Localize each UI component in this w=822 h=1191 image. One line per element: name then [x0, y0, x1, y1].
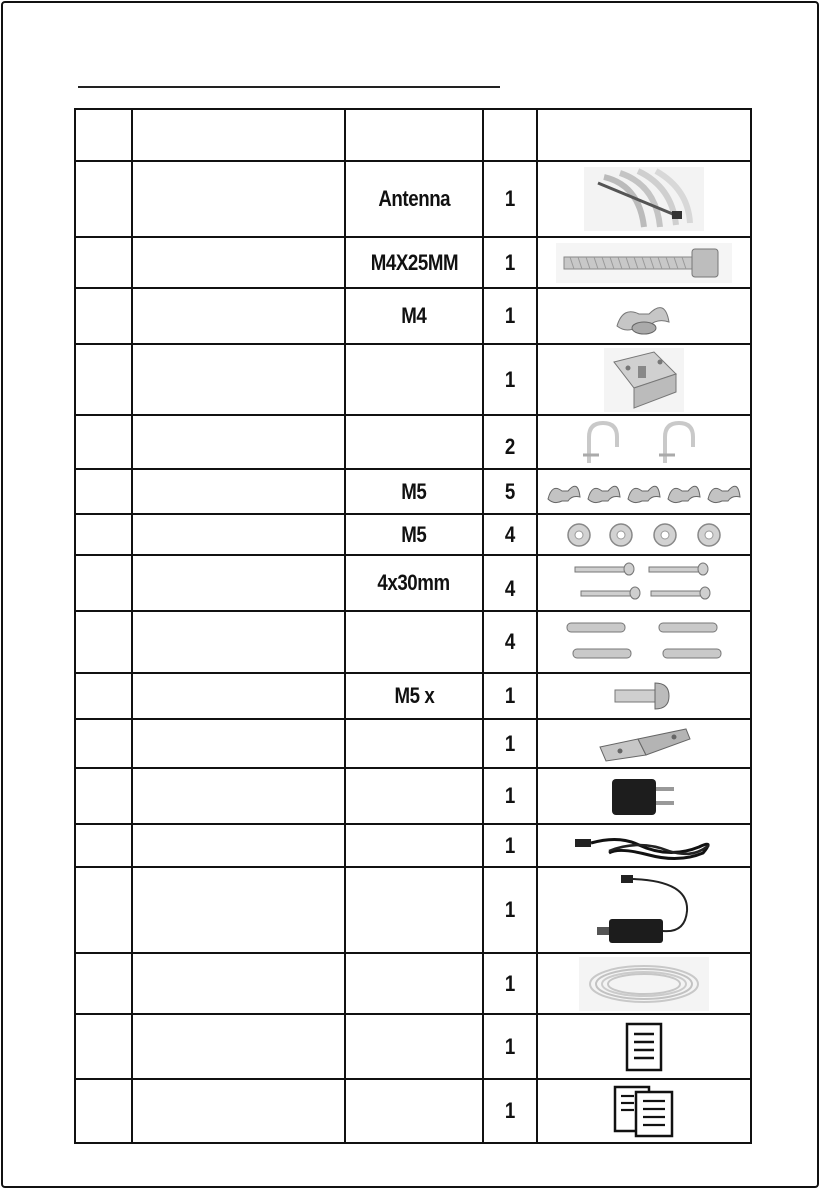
table-row — [75, 237, 751, 288]
table-row — [75, 288, 751, 344]
header-cell — [75, 109, 132, 161]
header-cell — [132, 109, 345, 161]
antenna-icon — [584, 167, 704, 231]
part-qty: 1 — [504, 897, 516, 922]
parts-table — [74, 108, 752, 1144]
table-row — [75, 469, 751, 514]
title-underline — [78, 86, 500, 88]
part-spec: M4X25MM — [370, 249, 458, 275]
coaxial-cable-icon — [579, 957, 709, 1011]
angle-bracket-icon — [594, 725, 694, 763]
part-spec: M4 — [401, 303, 427, 328]
part-qty: 1 — [504, 730, 516, 756]
screws-icon — [569, 559, 719, 607]
part-qty: 1 — [504, 1098, 516, 1123]
documents-icon — [612, 1084, 676, 1138]
table-row — [75, 719, 751, 768]
wall-anchors-icon — [559, 615, 729, 669]
table-row — [75, 611, 751, 673]
table-header-row — [75, 109, 751, 161]
part-qty: 1 — [504, 683, 516, 708]
wing-nuts-icon — [544, 475, 744, 509]
part-qty: 1 — [504, 186, 516, 211]
table-row — [75, 514, 751, 555]
header-cell — [483, 109, 537, 161]
part-spec: M5 — [401, 478, 427, 504]
part-spec: M5 — [401, 521, 427, 547]
table-row — [75, 344, 751, 415]
power-adapter-icon — [604, 773, 684, 819]
part-qty: 4 — [504, 576, 516, 601]
mounting-bracket-icon — [604, 348, 684, 412]
part-qty: 1 — [504, 783, 516, 808]
table-row — [75, 824, 751, 867]
part-qty: 1 — [504, 832, 516, 858]
table-row — [75, 867, 751, 953]
manual-icon — [624, 1021, 664, 1073]
part-qty: 2 — [504, 434, 516, 459]
header-cell — [537, 109, 751, 161]
part-qty: 1 — [504, 249, 516, 275]
part-qty: 1 — [504, 970, 516, 996]
table-row — [75, 768, 751, 824]
table-row — [75, 415, 751, 469]
signal-amplifier-icon — [589, 871, 699, 949]
washers-icon — [559, 520, 729, 550]
part-qty: 1 — [504, 1033, 516, 1059]
part-spec: 4x30mm — [377, 570, 451, 595]
part-spec: Antenna — [378, 186, 450, 211]
part-qty: 1 — [504, 303, 516, 328]
usb-cable-icon — [569, 829, 719, 863]
wing-nut-icon — [609, 292, 679, 340]
header-cell — [345, 109, 483, 161]
table-row — [75, 555, 751, 611]
part-qty: 4 — [504, 629, 516, 654]
table-row — [75, 161, 751, 237]
part-qty: 5 — [504, 478, 516, 504]
table-row — [75, 1014, 751, 1079]
carriage-bolt-icon — [609, 679, 679, 713]
part-qty: 4 — [504, 521, 516, 547]
part-spec: M5 x — [394, 683, 434, 708]
part-qty: 1 — [504, 366, 516, 392]
bolt-icon — [556, 243, 732, 283]
table-row — [75, 1079, 751, 1143]
table-row — [75, 673, 751, 719]
u-bolt-icon — [569, 419, 719, 465]
table-row — [75, 953, 751, 1014]
